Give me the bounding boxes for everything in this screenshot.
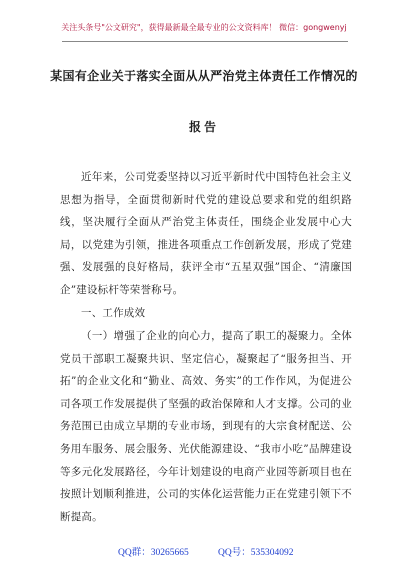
document-title-continued: 报告: [188, 120, 219, 134]
footer-qq-group: QQ群：30265665: [118, 548, 189, 558]
paragraph-intro: 近年来，公司党委坚持以习近平新时代中国特色社会主义思想为指导，全面贯彻新时代党的建设总要求和党的组织路线，坚决履行全面从严治党主体责任，围绕企业发展中心大局，以党建为引领，推进各项重点工作创新发展，形成了党建强、发展强的良好格局，获评全市“五星双强”国企、“清廉国企”建设标杆等荣誉称号。: [60, 171, 352, 296]
paragraph-work-results: （一）增强了企业的向心力，提高了职工的凝聚力。全体党员干部职工凝聚共识、坚定信心，凝聚起了“服务担当、开拓”的企业文化和“勤业、高效、务实”的工作作风，为促进公司各项工作发展提供了坚强的政治保障和人才支撑。公司的业务范围已由成立早期的专业市场，到现有的大宗食材配送、公务用车服务、展会服务、光伏能源建设、“我市小吃”品牌建设等多元化发展路径，今年计划建设的电商产业园等新项目也在按照计划顺利推进，公司的实体化运营能力正在党建引领下不断提高。: [60, 330, 352, 523]
section-heading: 一、工作成效: [81, 307, 146, 319]
document-title: 某国有企业关于落实全面从从严治党主体责任工作情况的: [50, 69, 358, 83]
footer-qq-number: QQ号：535304092: [218, 548, 294, 558]
header-banner: 关注头条号"公文研究"，获得最新最全最专业的公文资料库！ 微信：gongwenyj: [61, 23, 347, 32]
header-divider: [62, 41, 348, 42]
